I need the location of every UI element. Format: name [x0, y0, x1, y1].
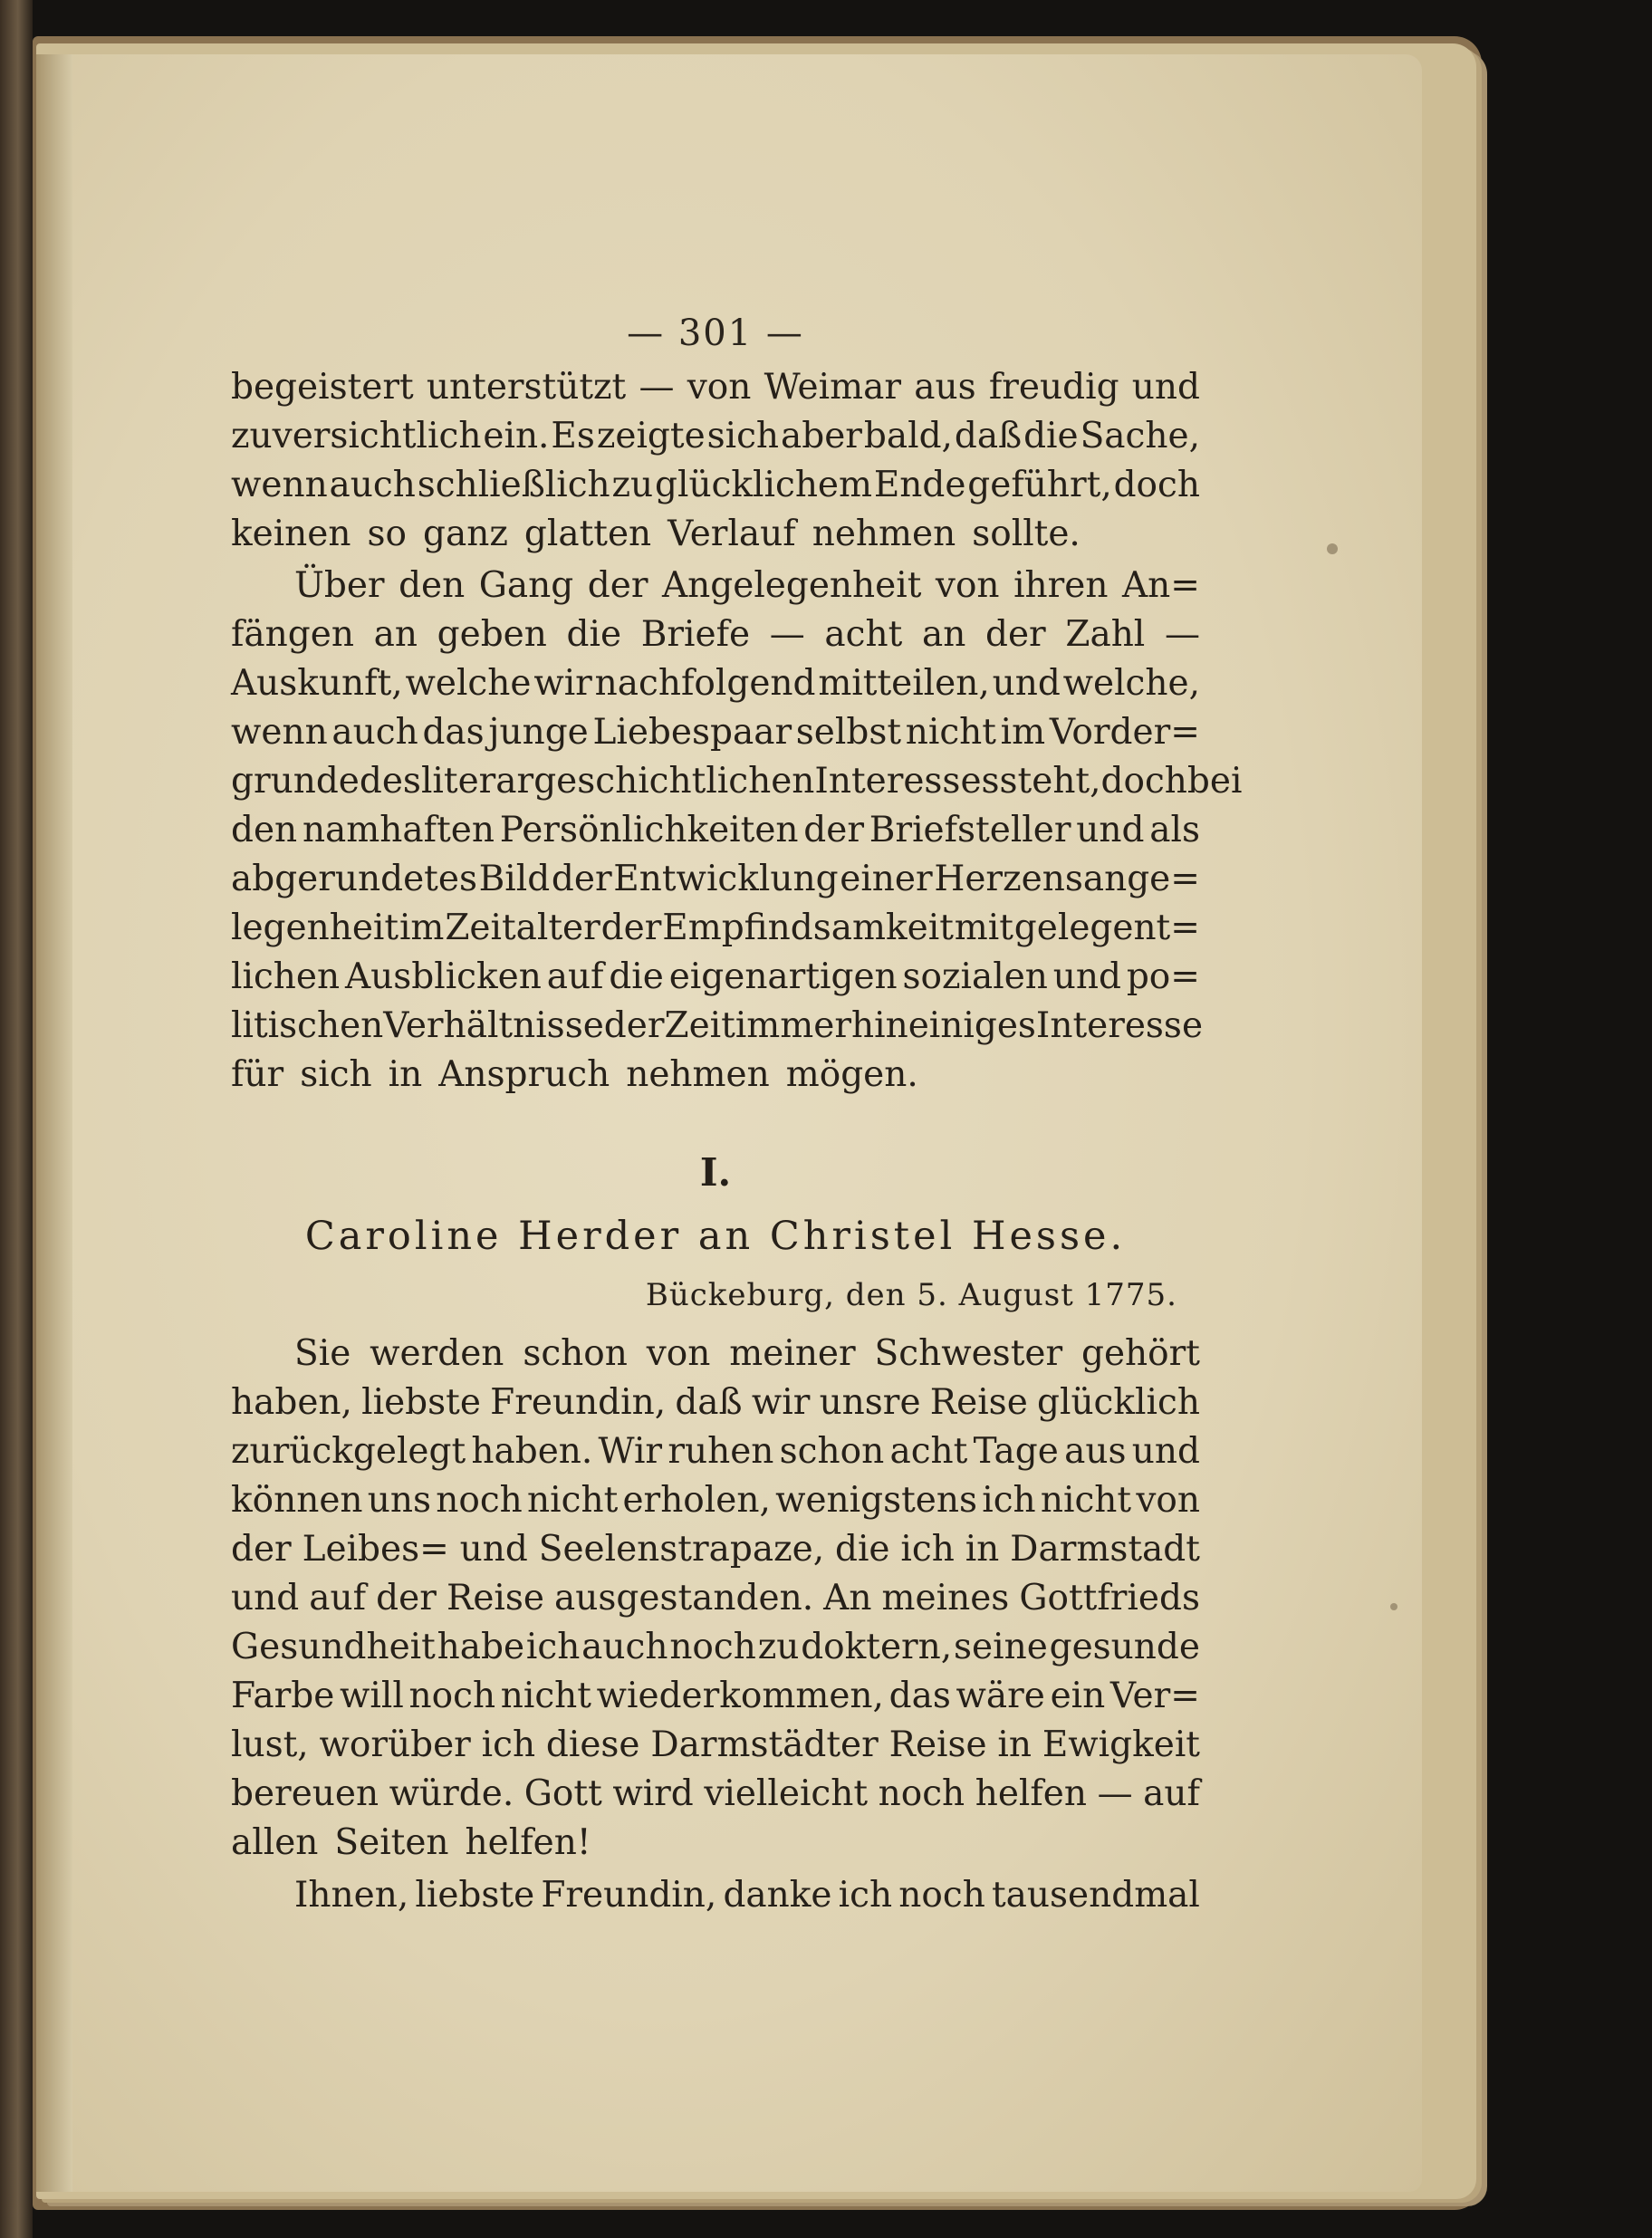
word: in	[388, 1054, 423, 1095]
foxing-spot	[1390, 1603, 1397, 1610]
word: fängen	[231, 614, 354, 655]
word: haben.	[471, 1431, 593, 1472]
word: Briefsteller	[869, 810, 1071, 850]
text-line	[231, 1873, 1200, 1918]
page-gutter	[36, 54, 72, 2192]
word: der	[603, 1005, 665, 1046]
text-line	[231, 955, 1200, 1000]
word: das	[888, 1676, 951, 1716]
word: werden	[370, 1333, 504, 1374]
word: Verhältnisse	[383, 1005, 604, 1046]
text-line	[231, 463, 1200, 508]
word: Ihnen,	[294, 1875, 409, 1916]
word: mitteilen,	[818, 663, 990, 704]
text-line	[231, 1004, 1204, 1049]
text-line	[231, 1052, 1200, 1098]
word: schon	[779, 1431, 885, 1472]
letter-heading: Caroline Herder an Christel Hesse.	[304, 1214, 1127, 1259]
word: gehört	[1081, 1333, 1200, 1374]
text-line	[231, 365, 1200, 410]
text-line	[231, 759, 1243, 804]
word: glatten	[523, 514, 652, 554]
word: uns	[367, 1480, 432, 1521]
word: ihren	[1013, 565, 1109, 606]
word: aus	[1064, 1431, 1127, 1472]
word: auch	[331, 712, 418, 753]
word: an	[921, 614, 966, 655]
word: glücklichem	[655, 465, 872, 505]
word: welche,	[1062, 663, 1200, 704]
letter-dateline: Bückeburg, den 5. August 1775.	[645, 1277, 1177, 1313]
word: zu	[757, 1627, 800, 1667]
word: Reise	[929, 1382, 1028, 1423]
text-line	[231, 1625, 1200, 1670]
word: selbst	[795, 712, 902, 753]
word: die	[1023, 416, 1079, 456]
word: habe	[437, 1627, 525, 1667]
word: mit	[954, 908, 1013, 948]
word: für	[231, 1054, 284, 1095]
word: Herzensange=	[934, 859, 1200, 899]
text-line	[231, 612, 1200, 658]
word: tausendmal	[991, 1875, 1200, 1916]
word: namhaften	[302, 810, 495, 850]
word: noch	[878, 1773, 965, 1814]
text-line	[231, 857, 1200, 902]
word: wird	[612, 1773, 694, 1814]
word: auf	[546, 956, 604, 997]
word: keinen	[231, 514, 351, 554]
word: unterstützt	[426, 367, 627, 408]
word: doch	[1113, 465, 1200, 505]
word: Reise	[888, 1724, 987, 1765]
word: Tage	[973, 1431, 1059, 1472]
word: als	[1149, 810, 1200, 850]
section-number: I.	[699, 1150, 732, 1195]
word: von	[646, 1333, 711, 1374]
word: eigenartigen	[668, 956, 898, 997]
word: wenn	[231, 712, 328, 753]
word: in	[965, 1529, 1000, 1570]
word: und	[231, 1578, 300, 1618]
word: bei	[1186, 761, 1243, 802]
text-line	[231, 1331, 1200, 1377]
word: Wir	[598, 1431, 663, 1472]
word: wenn	[231, 465, 328, 505]
word: allen	[231, 1822, 319, 1863]
word: meiner	[729, 1333, 856, 1374]
word: im	[1000, 712, 1046, 753]
text-line	[231, 661, 1200, 706]
text-line	[231, 906, 1200, 951]
word: Auskunft,	[231, 663, 403, 704]
word: po=	[1126, 956, 1200, 997]
word: geführt,	[967, 465, 1112, 505]
word: glücklich	[1037, 1382, 1200, 1423]
word: gelegent=	[1013, 908, 1200, 948]
word: daß	[675, 1382, 743, 1423]
text-line	[231, 512, 1200, 557]
word: Ausblicken	[344, 956, 542, 997]
word: nehmen	[626, 1054, 770, 1095]
word: vielleicht	[704, 1773, 869, 1814]
word: bald,	[863, 416, 953, 456]
word: Gesundheit	[231, 1627, 436, 1667]
word: daß	[954, 416, 1023, 456]
word: Empfindsamkeit	[662, 908, 954, 948]
word: Interesse	[1035, 1005, 1204, 1046]
word: ruhen	[668, 1431, 774, 1472]
word: Zeit	[664, 1005, 735, 1046]
word: und	[1131, 1431, 1200, 1472]
word: die	[834, 1529, 890, 1570]
word: unsre	[819, 1382, 921, 1423]
word: Freundin,	[490, 1382, 667, 1423]
word: nicht	[905, 712, 996, 753]
word: liebste	[361, 1382, 481, 1423]
word: Entwicklung	[613, 859, 839, 899]
word: meines	[881, 1578, 1010, 1618]
word: —	[769, 614, 805, 655]
word: ganz	[423, 514, 508, 554]
word: begeistert	[231, 367, 414, 408]
word: der	[600, 908, 662, 948]
text-line	[231, 710, 1200, 755]
word: sozialen	[902, 956, 1048, 997]
word: mögen.	[785, 1054, 918, 1095]
word: Persönlichkeiten	[499, 810, 799, 850]
word: immerhin	[735, 1005, 908, 1046]
word: bereuen	[231, 1773, 379, 1814]
word: sich	[300, 1054, 372, 1095]
word: danke	[723, 1875, 832, 1916]
word: noch	[408, 1676, 496, 1716]
word: der	[587, 565, 648, 606]
word: auch	[329, 465, 416, 505]
text-line	[231, 563, 1200, 609]
word: den	[399, 565, 466, 606]
word: ich	[838, 1875, 893, 1916]
word: zu	[611, 465, 654, 505]
word: aus	[914, 367, 976, 408]
word: des	[359, 761, 421, 802]
word: Farbe	[231, 1676, 335, 1716]
word: ich	[982, 1480, 1036, 1521]
word: Angelegenheit	[662, 565, 922, 606]
word: Zeitalter	[445, 908, 600, 948]
text-line	[231, 1380, 1200, 1426]
word: nicht	[1040, 1480, 1132, 1521]
word: Interesses	[814, 761, 1000, 802]
text-line	[231, 1429, 1200, 1474]
word: Zahl	[1065, 614, 1146, 655]
word: acht	[824, 614, 903, 655]
text-line	[231, 1820, 1200, 1866]
word: an	[373, 614, 418, 655]
word: der	[551, 859, 612, 899]
word: worüber	[319, 1724, 471, 1765]
word: Seiten	[334, 1822, 449, 1863]
word: einer	[840, 859, 933, 899]
word: Leibes=	[302, 1529, 449, 1570]
word: schließlich	[417, 465, 610, 505]
word: das	[422, 712, 485, 753]
word: seine	[954, 1627, 1048, 1667]
word: von	[935, 565, 1000, 606]
word: von	[687, 367, 752, 408]
word: der	[376, 1578, 437, 1618]
word: An	[823, 1578, 872, 1618]
word: einiges	[908, 1005, 1036, 1046]
word: ich	[481, 1724, 536, 1765]
word: Reise	[446, 1578, 544, 1618]
word: und	[1131, 367, 1200, 408]
word: der	[803, 810, 864, 850]
word: steht,	[999, 761, 1101, 802]
word: schon	[523, 1333, 628, 1374]
text-line	[231, 808, 1200, 853]
word: Weimar	[764, 367, 901, 408]
word: junge	[488, 712, 589, 753]
word: Darmstadt	[1010, 1529, 1200, 1570]
word: haben,	[231, 1382, 352, 1423]
word: ein	[1050, 1676, 1106, 1716]
word: nicht	[527, 1480, 619, 1521]
word: Anspruch	[438, 1054, 610, 1095]
word: der	[231, 1529, 292, 1570]
word: geben	[437, 614, 547, 655]
word: Es	[551, 416, 595, 456]
text-line	[231, 1478, 1200, 1523]
word: und	[992, 663, 1061, 704]
word: und	[1076, 810, 1145, 850]
word: Sie	[294, 1333, 351, 1374]
word: doktern,	[801, 1627, 953, 1667]
word: von	[1136, 1480, 1200, 1521]
word: helfen	[975, 1773, 1088, 1814]
word: —	[639, 367, 675, 408]
word: nicht	[500, 1676, 591, 1716]
word: so	[367, 514, 408, 554]
word: literargeschichtlichen	[420, 761, 815, 802]
word: lust,	[231, 1724, 309, 1765]
word: wäre	[956, 1676, 1045, 1716]
word: Sache,	[1080, 416, 1200, 456]
word: und	[459, 1529, 528, 1570]
book-page	[36, 54, 1422, 2192]
word: helfen!	[465, 1822, 591, 1863]
text-line	[231, 1772, 1200, 1817]
word: acht	[889, 1431, 968, 1472]
word: abgerundetes	[231, 859, 477, 899]
word: Gang	[478, 565, 574, 606]
word: grunde	[231, 761, 360, 802]
word: ausgestanden.	[554, 1578, 814, 1618]
book-spine	[0, 0, 33, 2238]
word: liebste	[415, 1875, 535, 1916]
word: die	[609, 956, 664, 997]
word: Briefe	[640, 614, 751, 655]
text-line	[231, 1527, 1200, 1572]
word: ich	[525, 1627, 581, 1667]
word: zurückgelegt	[231, 1431, 466, 1472]
word: Ewigkeit	[1042, 1724, 1200, 1765]
word: litischen	[231, 1005, 384, 1046]
word: —	[1164, 614, 1200, 655]
word: freudig	[988, 367, 1119, 408]
word: den	[231, 810, 298, 850]
word: wir	[751, 1382, 811, 1423]
word: Verlauf	[668, 514, 796, 554]
word: wenigstens	[775, 1480, 977, 1521]
word: doch	[1100, 761, 1187, 802]
word: noch	[436, 1480, 523, 1521]
word: Ver=	[1109, 1676, 1200, 1716]
word: der	[984, 614, 1046, 655]
text-line	[231, 1576, 1200, 1621]
word: im	[399, 908, 445, 948]
word: zuversichtlich	[231, 416, 482, 456]
word: wir	[533, 663, 592, 704]
word: welche	[405, 663, 532, 704]
word: An=	[1122, 565, 1200, 606]
foxing-spot	[1327, 543, 1338, 554]
word: will	[340, 1676, 404, 1716]
word: Gottfrieds	[1019, 1578, 1200, 1618]
word: zeigte	[596, 416, 706, 456]
text-line	[231, 1674, 1200, 1719]
word: ein.	[483, 416, 550, 456]
word: auf	[309, 1578, 367, 1618]
word: erholen,	[622, 1480, 771, 1521]
word: in	[997, 1724, 1032, 1765]
word: Darmstädter	[650, 1724, 879, 1765]
word: auf	[1143, 1773, 1200, 1814]
word: legenheit	[231, 908, 399, 948]
word: lichen	[231, 956, 341, 997]
text-line	[231, 1723, 1200, 1768]
word: würde.	[389, 1773, 514, 1814]
word: Schwester	[874, 1333, 1063, 1374]
word: können	[231, 1480, 363, 1521]
word: auch	[581, 1627, 668, 1667]
word: Bild	[478, 859, 551, 899]
page-number: — 301 —	[627, 312, 804, 354]
word: Über	[294, 565, 385, 606]
text-line	[231, 414, 1200, 459]
word: Vorder=	[1049, 712, 1200, 753]
word: noch	[669, 1627, 756, 1667]
word: nehmen	[812, 514, 956, 554]
word: ich	[900, 1529, 955, 1570]
word: sich	[706, 416, 780, 456]
word: noch	[898, 1875, 985, 1916]
word: Seelenstrapaze,	[538, 1529, 825, 1570]
word: sollte.	[972, 514, 1081, 554]
word: wiederkommen,	[596, 1676, 884, 1716]
word: die	[566, 614, 622, 655]
word: Liebespaar	[592, 712, 792, 753]
word: und	[1052, 956, 1121, 997]
word: gesunde	[1049, 1627, 1200, 1667]
word: Freundin,	[541, 1875, 717, 1916]
word: aber	[780, 416, 862, 456]
word: —	[1097, 1773, 1133, 1814]
word: diese	[545, 1724, 640, 1765]
word: Ende	[873, 465, 966, 505]
word: nachfolgend	[594, 663, 816, 704]
word: Gott	[523, 1773, 602, 1814]
